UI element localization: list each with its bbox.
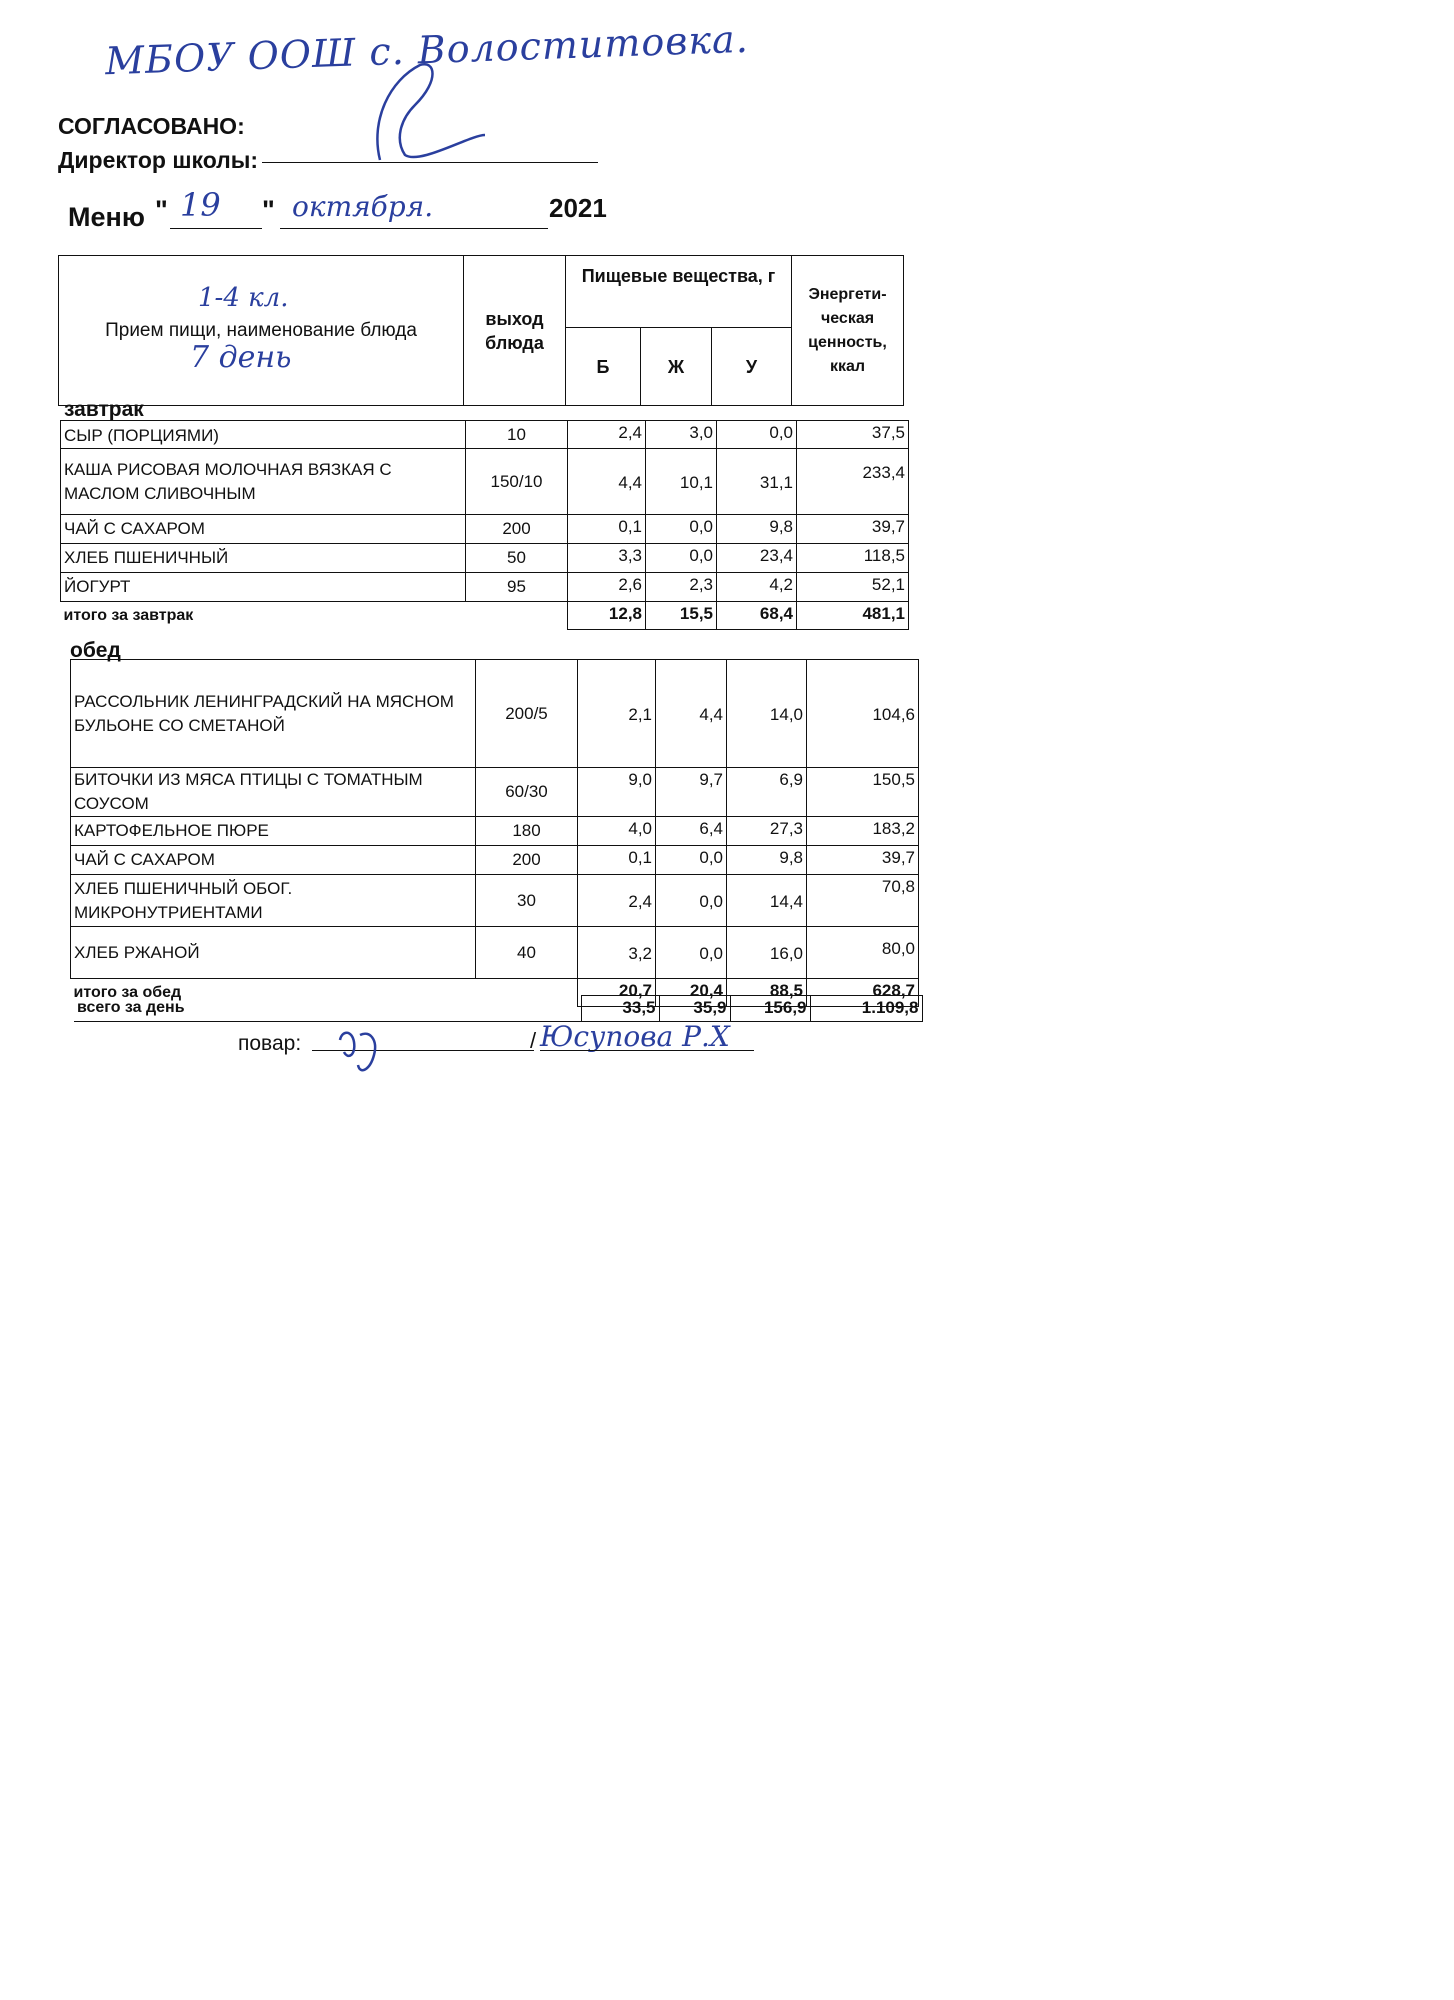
- fat-value: 2,3: [646, 573, 717, 602]
- dish-yield: 150/10: [466, 449, 568, 515]
- dish-yield: 60/30: [476, 768, 578, 817]
- carb-value: 6,9: [727, 768, 807, 817]
- energy-header-line2: ческая: [820, 309, 875, 327]
- menu-year: 2021: [549, 193, 607, 223]
- protein-day-total: 33,5: [581, 996, 659, 1022]
- dish-yield: 50: [466, 544, 568, 573]
- lunch-table: [70, 659, 919, 1007]
- carb-value: 16,0: [727, 927, 807, 979]
- kcal-value: 183,2: [807, 817, 919, 846]
- kcal-value: 233,4: [797, 449, 909, 515]
- protein-value: 3,2: [578, 927, 656, 979]
- menu-day-handwritten: 19: [180, 186, 221, 224]
- kcal-value: 39,7: [797, 515, 909, 544]
- table-row: [61, 544, 909, 573]
- kcal-value: 39,7: [807, 846, 919, 875]
- kcal-value: 150,5: [807, 768, 919, 817]
- energy-header-line1: Энергети-: [808, 285, 887, 303]
- dish-header-label: Прием пищи, наименование блюда: [105, 319, 417, 341]
- table-row: [61, 449, 909, 515]
- fat-value: 4,4: [656, 660, 727, 768]
- dish-yield: 30: [476, 875, 578, 927]
- protein-value: 2,6: [568, 573, 646, 602]
- fat-value: 6,4: [656, 817, 727, 846]
- nutrients-header: Пищевые вещества, г: [566, 256, 792, 328]
- approved-label: СОГЛАСОВАНО:: [58, 113, 245, 139]
- carb-value: 4,2: [717, 573, 797, 602]
- kcal-total: 481,1: [797, 602, 909, 630]
- director-signature: [360, 60, 490, 170]
- table-row: [71, 660, 919, 768]
- carb-value: 27,3: [727, 817, 807, 846]
- carb-value: 0,0: [717, 421, 797, 449]
- menu-word: Меню: [68, 202, 145, 232]
- carb-total: 68,4: [717, 602, 797, 630]
- protein-value: 9,0: [578, 768, 656, 817]
- breakfast-title: завтрак: [64, 398, 144, 421]
- fat-total: 20,4: [656, 979, 727, 1007]
- fat-header: Ж: [641, 328, 712, 406]
- kcal-value: 70,8: [807, 875, 919, 927]
- kcal-value: 118,5: [797, 544, 909, 573]
- protein-header: Б: [566, 328, 641, 406]
- kcal-value: 52,1: [797, 573, 909, 602]
- protein-value: 3,3: [568, 544, 646, 573]
- carb-value: 14,4: [727, 875, 807, 927]
- fat-value: 3,0: [646, 421, 717, 449]
- dish-name: КАША РИСОВАЯ МОЛОЧНАЯ ВЯЗКАЯ С МАСЛОМ СЛИВОЧНЫМ: [61, 449, 466, 515]
- fat-value: 0,0: [646, 515, 717, 544]
- dish-name: ХЛЕБ ПШЕНИЧНЫЙ: [61, 544, 466, 573]
- lunch-total-label: итого за обед: [71, 979, 578, 1007]
- yield-header-line2: блюда: [485, 332, 544, 353]
- energy-header: [792, 256, 904, 406]
- menu-table-header: [58, 255, 904, 406]
- table-row: [71, 927, 919, 979]
- kcal-total: 628,7: [807, 979, 919, 1007]
- fat-value: 0,0: [656, 875, 727, 927]
- carb-header: У: [712, 328, 792, 406]
- carb-value: 31,1: [717, 449, 797, 515]
- dish-yield: 200/5: [476, 660, 578, 768]
- fat-value: 0,0: [646, 544, 717, 573]
- dish-yield: 180: [476, 817, 578, 846]
- breakfast-total-row: [61, 602, 909, 630]
- table-row: [71, 846, 919, 875]
- protein-value: 2,4: [578, 875, 656, 927]
- protein-value: 4,4: [568, 449, 646, 515]
- cook-name-line: [540, 1050, 754, 1051]
- table-row: [71, 817, 919, 846]
- menu-quote-open: ": [155, 195, 168, 225]
- table-row: [71, 768, 919, 817]
- protein-value: 2,1: [578, 660, 656, 768]
- carb-value: 14,0: [727, 660, 807, 768]
- energy-header-line4: ккал: [829, 357, 866, 375]
- lunch-title: обед: [70, 639, 121, 662]
- day-total-table: [74, 995, 923, 1022]
- carb-value: 23,4: [717, 544, 797, 573]
- carb-value: 9,8: [727, 846, 807, 875]
- dish-name: ЙОГУРТ: [61, 573, 466, 602]
- carb-value: 9,8: [717, 515, 797, 544]
- day-number-handwritten: 7 день: [190, 340, 292, 375]
- kcal-value: 104,6: [807, 660, 919, 768]
- protein-total: 20,7: [578, 979, 656, 1007]
- fat-value: 10,1: [646, 449, 717, 515]
- dish-name: ХЛЕБ ПШЕНИЧНЫЙ ОБОГ. МИКРОНУТРИЕНТАМИ: [71, 875, 476, 927]
- dish-name: СЫР (ПОРЦИЯМИ): [61, 421, 466, 449]
- dish-yield: 200: [466, 515, 568, 544]
- day-total-label: всего за день: [74, 996, 581, 1022]
- dish-yield: 95: [466, 573, 568, 602]
- menu-quote-close: ": [262, 195, 275, 225]
- breakfast-table: [60, 420, 909, 630]
- cook-separator: /: [530, 1028, 537, 1053]
- protein-total: 12,8: [568, 602, 646, 630]
- cook-name-handwritten: Юсупова Р.Х: [540, 1020, 730, 1053]
- table-row: [61, 515, 909, 544]
- energy-header-line3: ценность,: [808, 333, 887, 351]
- breakfast-total-label: итого за завтрак: [61, 602, 568, 630]
- fat-value: 9,7: [656, 768, 727, 817]
- dish-name: КАРТОФЕЛЬНОЕ ПЮРЕ: [71, 817, 476, 846]
- fat-value: 0,0: [656, 927, 727, 979]
- protein-value: 0,1: [578, 846, 656, 875]
- kcal-day-total: 1.109,8: [810, 996, 922, 1022]
- table-row: [61, 421, 909, 449]
- fat-total: 15,5: [646, 602, 717, 630]
- carb-total: 88,5: [727, 979, 807, 1007]
- menu-day-line: [170, 228, 262, 229]
- school-name-handwritten: МБОУ ООШ с. Волоститовка.: [104, 16, 750, 84]
- director-label: Директор школы:: [58, 147, 259, 173]
- protein-value: 4,0: [578, 817, 656, 846]
- protein-value: 0,1: [568, 515, 646, 544]
- fat-value: 0,0: [656, 846, 727, 875]
- table-row: [71, 875, 919, 927]
- cook-signature: [330, 1000, 410, 1080]
- dish-yield: 10: [466, 421, 568, 449]
- yield-header-line1: выход: [485, 308, 544, 329]
- fat-day-total: 35,9: [659, 996, 730, 1022]
- dish-yield: 200: [476, 846, 578, 875]
- dish-yield: 40: [476, 927, 578, 979]
- dish-name: БИТОЧКИ ИЗ МЯСА ПТИЦЫ С ТОМАТНЫМ СОУСОМ: [71, 768, 476, 817]
- dish-header: [59, 256, 464, 406]
- dish-name: РАССОЛЬНИК ЛЕНИНГРАДСКИЙ НА МЯСНОМ БУЛЬОНЕ СО СМЕТАНОЙ: [71, 660, 476, 768]
- dish-name: ХЛЕБ РЖАНОЙ: [71, 927, 476, 979]
- menu-month-line: [280, 228, 548, 229]
- yield-header: [464, 256, 566, 406]
- dish-name: ЧАЙ С САХАРОМ: [71, 846, 476, 875]
- menu-month-handwritten: октября.: [292, 190, 434, 223]
- day-total-row: [74, 996, 922, 1022]
- carb-day-total: 156,9: [730, 996, 810, 1022]
- cook-label: повар:: [238, 1032, 302, 1055]
- protein-value: 2,4: [568, 421, 646, 449]
- class-handwritten: 1-4 кл.: [198, 283, 289, 313]
- kcal-value: 80,0: [807, 927, 919, 979]
- dish-name: ЧАЙ С САХАРОМ: [61, 515, 466, 544]
- kcal-value: 37,5: [797, 421, 909, 449]
- table-row: [61, 573, 909, 602]
